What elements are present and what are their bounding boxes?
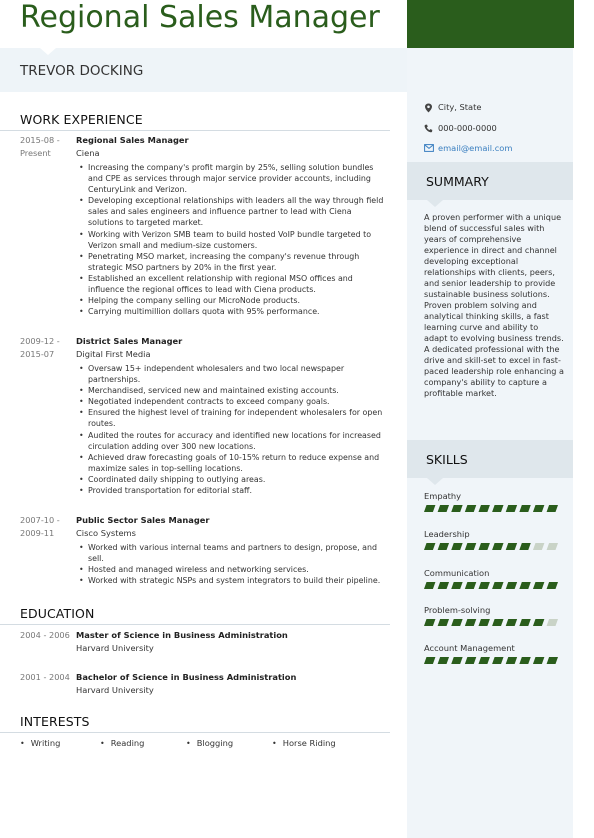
skill-segment-empty: [547, 619, 558, 626]
skill-segment-filled: [465, 619, 476, 626]
skill-bar-leadership: [424, 543, 558, 550]
accent-bar: [407, 0, 574, 48]
skill-segment-filled: [519, 657, 530, 664]
education-school: Harvard University: [76, 685, 154, 695]
phone-text: 000-000-0000: [438, 123, 497, 133]
skill-name: Problem-solving: [424, 605, 491, 615]
skill-bar-empathy: [424, 505, 558, 512]
job-bullet: • Negotiated independent contracts to exceed company goals.: [88, 396, 386, 407]
skill-name: Empathy: [424, 491, 462, 501]
skill-bar-account-management: [424, 657, 558, 664]
skill-name: Communication: [424, 568, 490, 578]
skill-name: Leadership: [424, 529, 470, 539]
header-notch: [40, 48, 56, 55]
skill-name: Account Management: [424, 643, 515, 653]
skill-segment-filled: [424, 582, 435, 589]
skill-bar-communication: [424, 582, 558, 589]
education-heading: EDUCATION: [20, 606, 95, 621]
phone-icon: [424, 124, 433, 133]
job-bullet: • Oversaw 15+ independent wholesalers and two local newspaper partnerships.: [88, 363, 386, 385]
job-bullet: • Worked with strategic NSPs and system integrators to build their pipeline.: [88, 575, 386, 586]
job-bullet: • Carrying multimillion dollars quota with 95% performance.: [88, 306, 386, 317]
education-dates: 2004 - 2006: [20, 630, 70, 640]
skill-segment-empty: [547, 543, 558, 550]
summary-text: A proven performer with a unique blend of successful sales with years of comprehensive experience in direct and channel developing exceptional relationships with clients, peers, and senior leadership to provide sustainable business solutions. Proven problem solving and analytical thinking skills, a fast learning curve and ability to adapt to evolving business trends. A dedicated professional with the drive and skill-set to excel in fast-paced leadership role enhancing a company's ability to capture a profitable market.: [424, 212, 564, 398]
education-dates: 2001 - 2004: [20, 672, 70, 682]
job-dates: 2009-12 - 2015-07: [20, 336, 60, 359]
skill-segment-filled: [547, 582, 558, 589]
skill-segment-filled: [438, 619, 449, 626]
skill-segment-filled: [533, 619, 544, 626]
skill-segment-filled: [438, 657, 449, 664]
skill-segment-filled: [438, 543, 449, 550]
skill-segment-filled: [492, 657, 503, 664]
skill-segment-filled: [478, 657, 489, 664]
skill-segment-filled: [506, 543, 517, 550]
skill-segment-filled: [451, 543, 462, 550]
location-pin-icon: [424, 103, 433, 113]
skill-segment-filled: [519, 543, 530, 550]
job-bullets: [76, 363, 386, 496]
skill-segment-filled: [465, 543, 476, 550]
skill-segment-filled: [519, 505, 530, 512]
job-bullet: • Provided transportation for editorial staff.: [88, 485, 386, 496]
job-bullet: • Achieved draw forecasting goals of 10-15% return to reduce expense and maximize sales in top-selling locations.: [88, 452, 386, 474]
skill-segment-filled: [451, 505, 462, 512]
skill-segment-filled: [533, 582, 544, 589]
skill-segment-filled: [451, 619, 462, 626]
skill-segment-filled: [547, 505, 558, 512]
person-name: TREVOR DOCKING: [20, 63, 144, 79]
skill-segment-filled: [478, 619, 489, 626]
skill-segment-filled: [492, 619, 503, 626]
job-bullet: • Audited the routes for accuracy and identified new locations for increased circulation adding over 300 new locations.: [88, 430, 386, 452]
skill-segment-filled: [492, 505, 503, 512]
interest-item: • Blogging: [186, 738, 234, 748]
skill-segment-filled: [547, 657, 558, 664]
job-company: Cisco Systems: [76, 528, 136, 538]
interest-item: • Reading: [100, 738, 145, 748]
location-text: City, State: [438, 102, 482, 112]
skill-segment-filled: [519, 619, 530, 626]
skill-segment-empty: [533, 543, 544, 550]
skill-segment-filled: [478, 582, 489, 589]
education-divider: [0, 624, 390, 625]
job-bullet: • Developing exceptional relationships with leaders all the way through field sales and sales engineers and influence partner to lead with Ciena solutions to targeted market.: [88, 195, 386, 228]
job-dates: 2015-08 - Present: [20, 135, 60, 158]
job-title: Public Sector Sales Manager: [76, 515, 210, 525]
job-company: Ciena: [76, 148, 100, 158]
skill-segment-filled: [492, 582, 503, 589]
skill-bar-problem-solving: [424, 619, 558, 626]
skill-segment-filled: [465, 657, 476, 664]
skill-segment-filled: [451, 582, 462, 589]
skill-segment-filled: [506, 619, 517, 626]
job-bullet: • Merchandised, serviced new and maintained existing accounts.: [88, 385, 386, 396]
skill-segment-filled: [465, 582, 476, 589]
education-degree: Master of Science in Business Administration: [76, 630, 288, 640]
job-bullets: [76, 162, 386, 317]
email-link[interactable]: email@email.com: [438, 143, 513, 153]
job-bullet: • Established an excellent relationship with regional MSO offices and influence the regional offices to lead with Ciena products.: [88, 273, 386, 295]
interest-item: • Writing: [20, 738, 61, 748]
skill-segment-filled: [533, 505, 544, 512]
skill-segment-filled: [424, 657, 435, 664]
skill-segment-filled: [465, 505, 476, 512]
job-bullet: • Helping the company selling our MicroNode products.: [88, 295, 386, 306]
summary-heading: SUMMARY: [426, 174, 489, 189]
job-bullet: • Hosted and managed wireless and networking services.: [88, 564, 386, 575]
skill-segment-filled: [519, 582, 530, 589]
job-dates: 2007-10 - 2009-11: [20, 515, 60, 538]
skill-segment-filled: [424, 505, 435, 512]
education-degree: Bachelor of Science in Business Administration: [76, 672, 297, 682]
interests-heading: INTERESTS: [20, 714, 90, 729]
interests-divider: [0, 732, 390, 733]
skill-segment-filled: [438, 505, 449, 512]
skill-segment-filled: [506, 582, 517, 589]
education-school: Harvard University: [76, 643, 154, 653]
skill-segment-filled: [506, 505, 517, 512]
skill-segment-filled: [533, 657, 544, 664]
job-bullet: • Penetrating MSO market, increasing the company's revenue through strategic MSO partners by 20% in the first year.: [88, 251, 386, 273]
job-company: Digital First Media: [76, 349, 151, 359]
interest-item: • Horse Riding: [272, 738, 336, 748]
skill-segment-filled: [492, 543, 503, 550]
skill-segment-filled: [438, 582, 449, 589]
job-bullet: • Worked with various internal teams and partners to design, propose, and sell.: [88, 542, 386, 564]
envelope-icon: [424, 144, 434, 152]
skills-heading: SKILLS: [426, 452, 468, 467]
skill-segment-filled: [451, 657, 462, 664]
skill-segment-filled: [478, 543, 489, 550]
work-experience-divider: [0, 130, 390, 131]
job-bullets: [76, 542, 386, 586]
page-title: Regional Sales Manager: [20, 0, 380, 35]
job-bullet: • Coordinated daily shipping to outlying areas.: [88, 474, 386, 485]
work-experience-heading: WORK EXPERIENCE: [20, 112, 143, 127]
job-bullet: • Working with Verizon SMB team to build hosted VoIP bundle targeted to Verizon small and medium-size customers.: [88, 229, 386, 251]
job-title: District Sales Manager: [76, 336, 183, 346]
skill-segment-filled: [506, 657, 517, 664]
job-bullet: • Increasing the company's profit margin by 25%, selling solution bundles and CPE as services through major service provider accounts, including CenturyLink and Verizon.: [88, 162, 386, 195]
skill-segment-filled: [424, 619, 435, 626]
job-title: Regional Sales Manager: [76, 135, 189, 145]
skill-segment-filled: [478, 505, 489, 512]
job-bullet: • Ensured the highest level of training for independent wholesalers for open routes.: [88, 407, 386, 429]
skill-segment-filled: [424, 543, 435, 550]
